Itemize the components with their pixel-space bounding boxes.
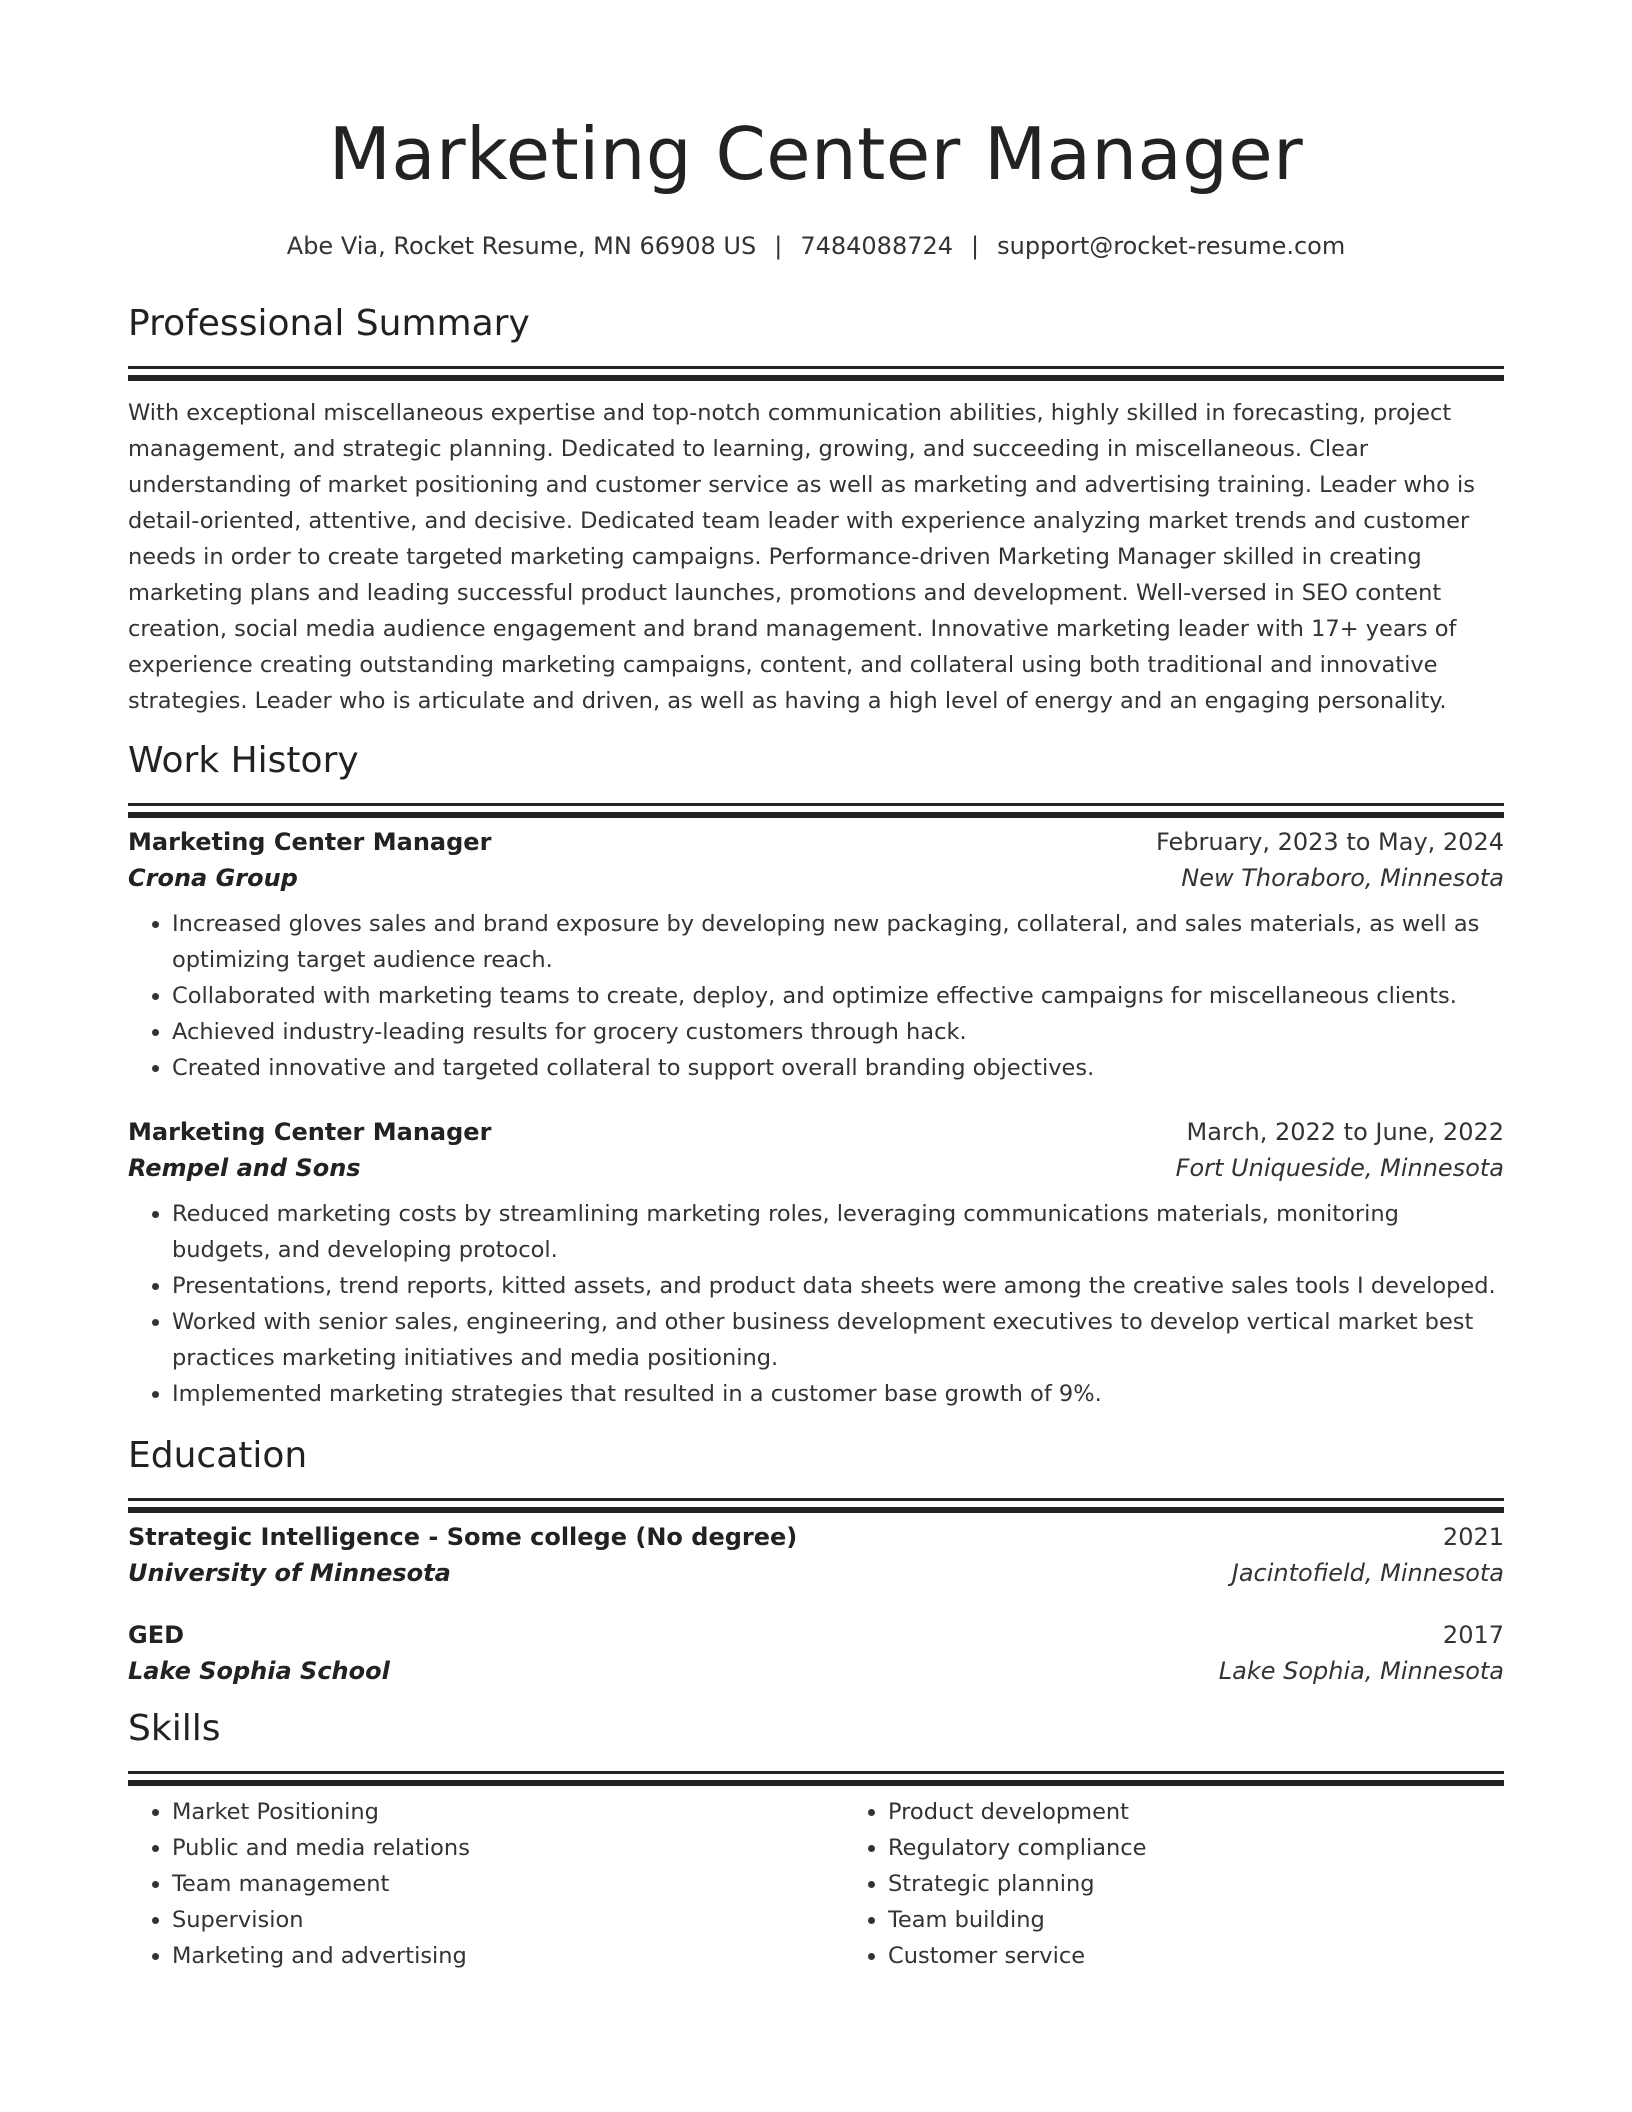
education-location: Jacintofield, Minnesota — [1231, 1559, 1504, 1587]
job-bullet: • Collaborated with marketing teams to create, deploy, and optimize effective campaigns for miscellaneous clients. — [172, 978, 1504, 1014]
section-title-skills: Skills — [128, 1708, 221, 1749]
section-divider — [128, 366, 1504, 369]
contact-separator: | — [774, 232, 783, 260]
skill-item: • Regulatory compliance — [888, 1830, 1560, 1866]
education-entry — [128, 1621, 1504, 1685]
job-company: Rempel and Sons — [128, 1154, 361, 1182]
section-title-summary: Professional Summary — [128, 303, 530, 344]
education-school: Lake Sophia School — [128, 1657, 390, 1685]
summary-text: With exceptional miscellaneous expertise and top-notch communication abilities, highly skilled in forecasting, project management, and strategic planning. Dedicated to learning, growing, and succeeding in miscellaneous. Clear understanding of market positioning and customer service as well as marketing and advertising training. Leader who is detail-oriented, attentive, and decisive. Dedicated team leader with experience analyzing market trends and customer needs in order to create targeted marketing campaigns. Performance-driven Marketing Manager skilled in creating marketing plans and leading successful product launches, promotions and development. Well-versed in SEO content creation, social media audience engagement and brand management. Innovative marketing leader with 17+ years of experience creating outstanding marketing campaigns, content, and collateral using both traditional and innovative strategies. Leader who is articulate and driven, as well as having a high level of energy and an engaging personality. — [128, 400, 1476, 714]
job-bullet: • Increased gloves sales and brand exposure by developing new packaging, collateral, and sales materials, as well as optimizing target audience reach. — [172, 906, 1504, 978]
skill-item: • Product development — [888, 1794, 1560, 1830]
job-entry — [128, 828, 1504, 1086]
education-year: 2017 — [1442, 1621, 1504, 1649]
job-header-row — [128, 828, 1504, 856]
section-title-education: Education — [128, 1435, 308, 1476]
education-school-row — [128, 1657, 1504, 1685]
skills-section — [128, 1708, 1504, 1974]
education-entry — [128, 1523, 1504, 1587]
job-bullet: • Reduced marketing costs by streamlining marketing roles, leveraging communications materials, monitoring budgets, and developing protocol. — [172, 1196, 1504, 1268]
job-location: New Thoraboro, Minnesota — [1181, 864, 1504, 892]
education-degree: Strategic Intelligence - Some college (No degree) — [128, 1523, 798, 1551]
job-company: Crona Group — [128, 864, 298, 892]
section-title-work-history: Work History — [128, 740, 359, 781]
job-company-row — [128, 864, 1504, 892]
education-year: 2021 — [1442, 1523, 1504, 1551]
resume-name: Marketing Center Manager — [328, 112, 1304, 196]
job-entry — [128, 1118, 1504, 1412]
job-bullet: • Presentations, trend reports, kitted assets, and product data sheets were among the creative sales tools I developed. — [172, 1268, 1504, 1304]
contact-address: Abe Via, Rocket Resume, MN 66908 US — [286, 232, 757, 260]
job-dates: March, 2022 to June, 2022 — [1186, 1118, 1504, 1146]
summary-section — [128, 303, 1504, 719]
skill-item: • Strategic planning — [888, 1866, 1560, 1902]
job-bullet: • Worked with senior sales, engineering, and other business development executives to develop vertical market best practices marketing initiatives and media positioning. — [172, 1304, 1504, 1376]
job-title: Marketing Center Manager — [128, 1118, 492, 1146]
work-history-section — [128, 740, 1504, 1412]
job-title: Marketing Center Manager — [128, 828, 492, 856]
job-location: Fort Uniqueside, Minnesota — [1175, 1154, 1504, 1182]
skill-item: • Public and media relations — [172, 1830, 844, 1866]
education-school: University of Minnesota — [128, 1559, 451, 1587]
skill-item: • Team management — [172, 1866, 844, 1902]
job-bullet: • Implemented marketing strategies that resulted in a customer base growth of 9%. — [172, 1376, 1504, 1412]
education-degree: GED — [128, 1621, 185, 1649]
education-header-row — [128, 1523, 1504, 1551]
job-bullets — [128, 1196, 1504, 1412]
section-divider — [128, 1771, 1504, 1774]
job-header-row — [128, 1118, 1504, 1146]
skill-item: • Marketing and advertising — [172, 1938, 844, 1974]
skills-column-left — [128, 1794, 844, 1974]
contact-phone: 7484088724 — [800, 232, 954, 260]
job-bullets — [128, 906, 1504, 1086]
skill-item: • Market Positioning — [172, 1794, 844, 1830]
skill-item: • Supervision — [172, 1902, 844, 1938]
job-dates: February, 2023 to May, 2024 — [1156, 828, 1504, 856]
contact-separator: | — [971, 232, 980, 260]
education-header-row — [128, 1621, 1504, 1649]
section-divider — [128, 803, 1504, 806]
skills-column-right — [844, 1794, 1560, 1974]
contact-line — [128, 234, 1504, 258]
job-company-row — [128, 1154, 1504, 1182]
education-school-row — [128, 1559, 1504, 1587]
education-section — [128, 1435, 1504, 1685]
skill-item: • Customer service — [888, 1938, 1560, 1974]
skill-item: • Team building — [888, 1902, 1560, 1938]
job-bullet: • Created innovative and targeted collateral to support overall branding objectives. — [172, 1050, 1504, 1086]
education-location: Lake Sophia, Minnesota — [1218, 1657, 1504, 1685]
job-bullet: • Achieved industry-leading results for grocery customers through hack. — [172, 1014, 1504, 1050]
skills-grid — [128, 1794, 1504, 1974]
contact-email: support@rocket-resume.com — [997, 232, 1346, 260]
section-divider — [128, 1498, 1504, 1501]
